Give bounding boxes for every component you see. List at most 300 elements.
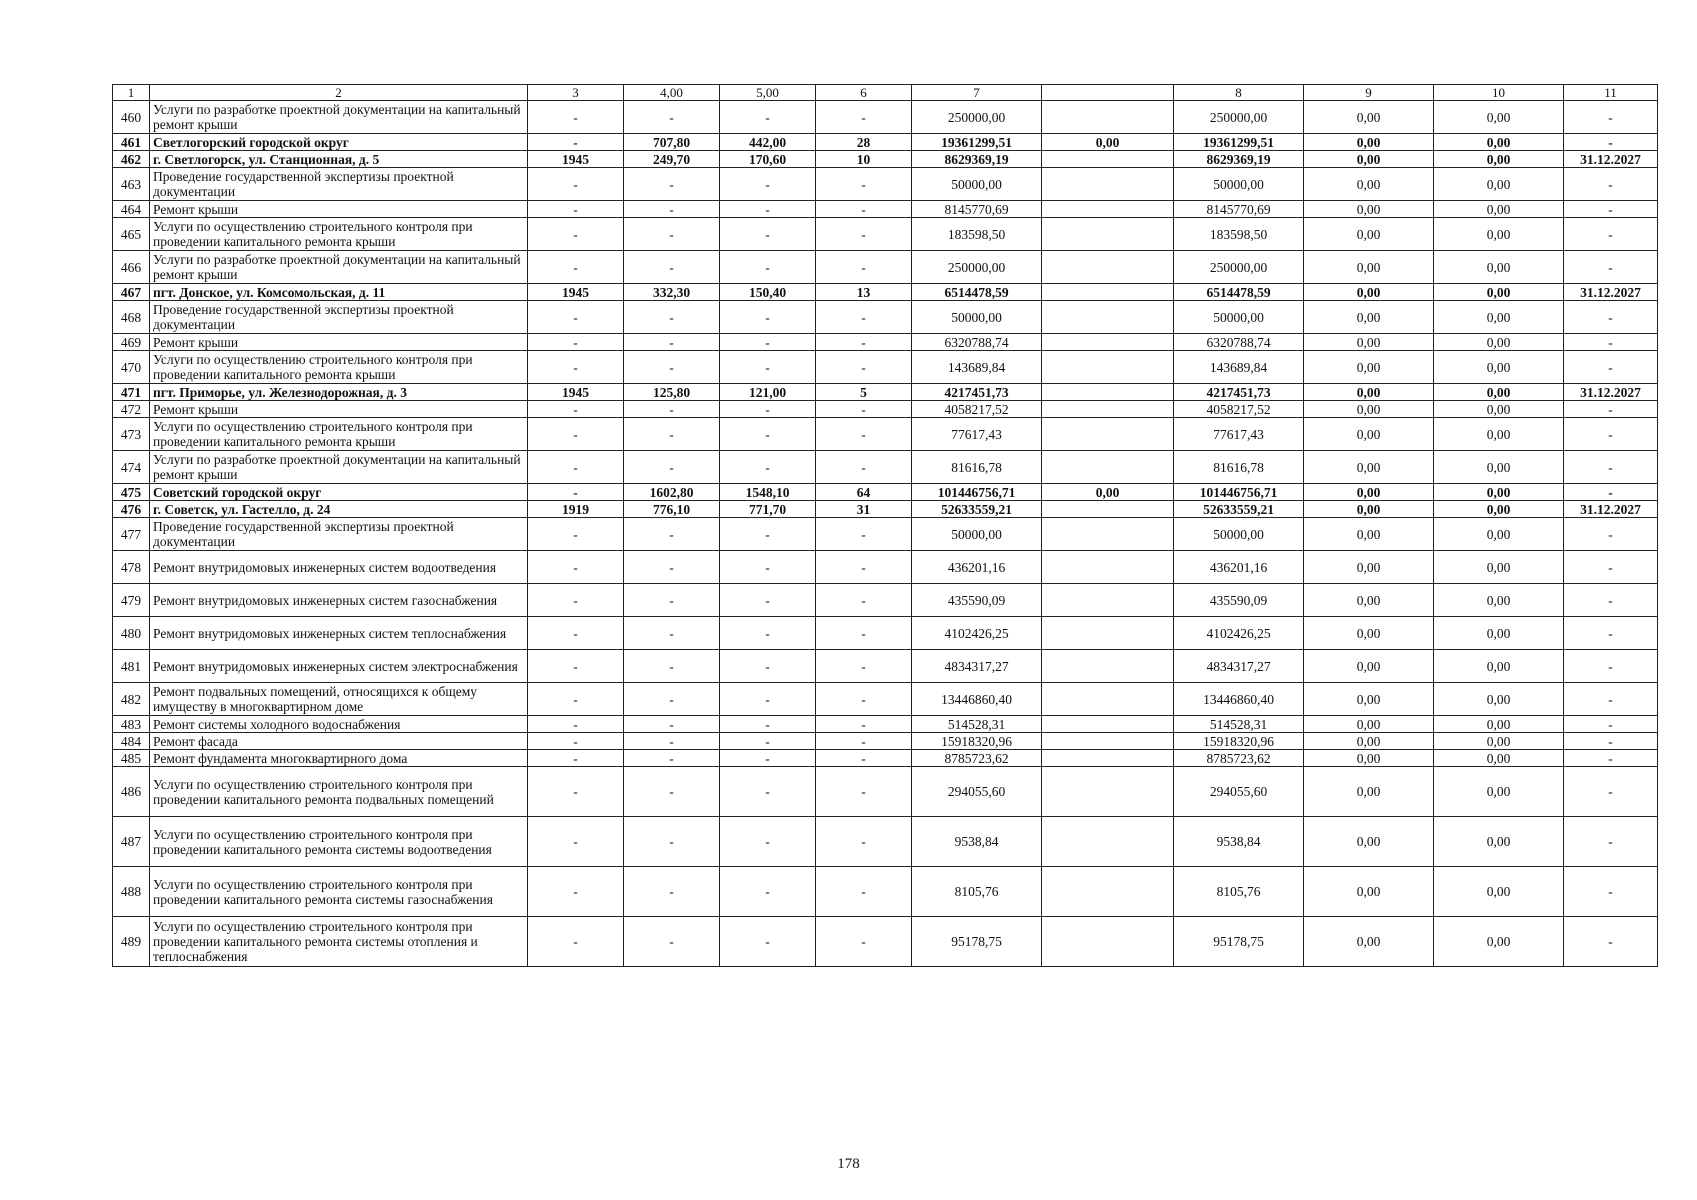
deadline-cell: - (1564, 584, 1658, 617)
row-description-cell: Услуги по разработке проектной документации на капитальный ремонт крыши (150, 101, 528, 134)
table-row (113, 518, 1658, 551)
row-number-cell: 467 (113, 284, 150, 301)
living-area-cell: - (720, 518, 816, 551)
residents-cell: - (816, 451, 912, 484)
fund-cost-cell (1042, 401, 1174, 418)
residents-cell: - (816, 767, 912, 817)
header-cell (1042, 85, 1174, 101)
total-cost-cell: 8629369,19 (912, 151, 1042, 168)
capital-repair-table (112, 84, 1658, 967)
living-area-cell: - (720, 201, 816, 218)
other-funds-cell: 0,00 (1434, 733, 1564, 750)
total-area-cell: 776,10 (624, 501, 720, 518)
fund-cost-cell (1042, 334, 1174, 351)
fund-cost-cell (1042, 584, 1174, 617)
living-area-cell: - (720, 716, 816, 733)
row-number-cell: 479 (113, 584, 150, 617)
row-description-cell: Ремонт внутридомовых инженерных систем водоотведения (150, 551, 528, 584)
row-description-cell: Услуги по осуществлению строительного контроля при проведении капитального ремонта системы отопления и теплоснабжения (150, 917, 528, 967)
living-area-cell: - (720, 767, 816, 817)
budget-funds-cell: 0,00 (1304, 584, 1434, 617)
row-description-cell: Ремонт крыши (150, 201, 528, 218)
residents-cell: - (816, 334, 912, 351)
total-cost-cell: 81616,78 (912, 451, 1042, 484)
row-description-cell: Ремонт фасада (150, 733, 528, 750)
row-description-cell: Услуги по осуществлению строительного контроля при проведении капитального ремонта системы газоснабжения (150, 867, 528, 917)
fund-cost-cell (1042, 650, 1174, 683)
other-funds-cell: 0,00 (1434, 418, 1564, 451)
living-area-cell: 771,70 (720, 501, 816, 518)
total-cost-cell: 50000,00 (912, 518, 1042, 551)
build-year-cell: - (528, 767, 624, 817)
build-year-cell: - (528, 168, 624, 201)
header-cell: 5,00 (720, 85, 816, 101)
other-funds-cell: 0,00 (1434, 817, 1564, 867)
total-area-cell: 332,30 (624, 284, 720, 301)
row-number-cell: 465 (113, 218, 150, 251)
residents-cell: - (816, 301, 912, 334)
row-description-cell: Советский городской округ (150, 484, 528, 501)
living-area-cell: - (720, 867, 816, 917)
table-row (113, 301, 1658, 334)
row-description-cell: Проведение государственной экспертизы проектной документации (150, 301, 528, 334)
fund-cost-cell (1042, 451, 1174, 484)
table-row (113, 917, 1658, 967)
living-area-cell: 150,40 (720, 284, 816, 301)
row-number-cell: 472 (113, 401, 150, 418)
other-funds-cell: 0,00 (1434, 551, 1564, 584)
build-year-cell: 1945 (528, 284, 624, 301)
fund-cost-cell (1042, 101, 1174, 134)
budget-funds-cell: 0,00 (1304, 301, 1434, 334)
budget-funds-cell: 0,00 (1304, 218, 1434, 251)
table-row (113, 767, 1658, 817)
deadline-cell: - (1564, 101, 1658, 134)
living-area-cell: - (720, 617, 816, 650)
total-cost-cell: 77617,43 (912, 418, 1042, 451)
living-area-cell: 1548,10 (720, 484, 816, 501)
other-funds-cell: 0,00 (1434, 251, 1564, 284)
table-row (113, 584, 1658, 617)
deadline-cell: - (1564, 351, 1658, 384)
table-row (113, 617, 1658, 650)
deadline-cell: 31.12.2027 (1564, 284, 1658, 301)
total-cost-cell: 294055,60 (912, 767, 1042, 817)
fund-cost-cell (1042, 917, 1174, 967)
other-funds-cell: 0,00 (1434, 683, 1564, 716)
total-area-cell: - (624, 617, 720, 650)
fund-cost-cell (1042, 733, 1174, 750)
row-number-cell: 463 (113, 168, 150, 201)
deadline-cell: - (1564, 917, 1658, 967)
deadline-cell: - (1564, 134, 1658, 151)
build-year-cell: - (528, 817, 624, 867)
total-cost-cell: 250000,00 (912, 251, 1042, 284)
build-year-cell: - (528, 551, 624, 584)
deadline-cell: - (1564, 401, 1658, 418)
header-cell: 11 (1564, 85, 1658, 101)
header-cell: 7 (912, 85, 1042, 101)
fund-cost-cell (1042, 284, 1174, 301)
total-cost-cell: 6514478,59 (912, 284, 1042, 301)
row-number-cell: 474 (113, 451, 150, 484)
budget-funds-cell: 0,00 (1304, 683, 1434, 716)
build-year-cell: - (528, 301, 624, 334)
total-area-cell: - (624, 401, 720, 418)
other-funds-cell: 0,00 (1434, 650, 1564, 683)
living-area-cell: - (720, 683, 816, 716)
row-number-cell: 460 (113, 101, 150, 134)
deadline-cell: - (1564, 418, 1658, 451)
owner-funds-cell: 50000,00 (1174, 518, 1304, 551)
row-number-cell: 475 (113, 484, 150, 501)
total-area-cell: - (624, 334, 720, 351)
build-year-cell: 1945 (528, 151, 624, 168)
build-year-cell: - (528, 418, 624, 451)
build-year-cell: - (528, 518, 624, 551)
owner-funds-cell: 4102426,25 (1174, 617, 1304, 650)
row-description-cell: Проведение государственной экспертизы проектной документации (150, 518, 528, 551)
build-year-cell: - (528, 251, 624, 284)
living-area-cell: - (720, 301, 816, 334)
total-area-cell: - (624, 551, 720, 584)
row-number-cell: 489 (113, 917, 150, 967)
budget-funds-cell: 0,00 (1304, 917, 1434, 967)
total-cost-cell: 514528,31 (912, 716, 1042, 733)
total-area-cell: - (624, 817, 720, 867)
header-cell: 8 (1174, 85, 1304, 101)
total-area-cell: 707,80 (624, 134, 720, 151)
fund-cost-cell (1042, 501, 1174, 518)
table-row (113, 351, 1658, 384)
table-row (113, 384, 1658, 401)
deadline-cell: - (1564, 518, 1658, 551)
total-cost-cell: 6320788,74 (912, 334, 1042, 351)
total-area-cell: - (624, 518, 720, 551)
residents-cell: 10 (816, 151, 912, 168)
living-area-cell: - (720, 750, 816, 767)
total-cost-cell: 4834317,27 (912, 650, 1042, 683)
fund-cost-cell (1042, 251, 1174, 284)
total-area-cell: - (624, 201, 720, 218)
fund-cost-cell (1042, 716, 1174, 733)
budget-funds-cell: 0,00 (1304, 451, 1434, 484)
build-year-cell: - (528, 484, 624, 501)
row-number-cell: 466 (113, 251, 150, 284)
row-description-cell: г. Советск, ул. Гастелло, д. 24 (150, 501, 528, 518)
table-row (113, 168, 1658, 201)
header-cell: 3 (528, 85, 624, 101)
total-area-cell: - (624, 917, 720, 967)
residents-cell: 13 (816, 284, 912, 301)
row-number-cell: 470 (113, 351, 150, 384)
deadline-cell: 31.12.2027 (1564, 501, 1658, 518)
deadline-cell: - (1564, 867, 1658, 917)
row-description-cell: Услуги по осуществлению строительного контроля при проведении капитального ремонта крыши (150, 418, 528, 451)
other-funds-cell: 0,00 (1434, 617, 1564, 650)
total-area-cell: - (624, 767, 720, 817)
build-year-cell: - (528, 401, 624, 418)
total-area-cell: - (624, 251, 720, 284)
residents-cell: - (816, 551, 912, 584)
row-description-cell: Услуги по осуществлению строительного контроля при проведении капитального ремонта системы водоотведения (150, 817, 528, 867)
row-number-cell: 461 (113, 134, 150, 151)
living-area-cell: - (720, 351, 816, 384)
table-row (113, 683, 1658, 716)
total-cost-cell: 15918320,96 (912, 733, 1042, 750)
row-number-cell: 482 (113, 683, 150, 716)
fund-cost-cell (1042, 683, 1174, 716)
deadline-cell: - (1564, 484, 1658, 501)
budget-funds-cell: 0,00 (1304, 251, 1434, 284)
table-row (113, 867, 1658, 917)
row-number-cell: 473 (113, 418, 150, 451)
build-year-cell: - (528, 917, 624, 967)
build-year-cell: - (528, 650, 624, 683)
build-year-cell: - (528, 101, 624, 134)
fund-cost-cell (1042, 551, 1174, 584)
other-funds-cell: 0,00 (1434, 101, 1564, 134)
owner-funds-cell: 50000,00 (1174, 168, 1304, 201)
build-year-cell: - (528, 584, 624, 617)
deadline-cell: - (1564, 683, 1658, 716)
living-area-cell: - (720, 733, 816, 750)
total-area-cell: - (624, 101, 720, 134)
deadline-cell: - (1564, 301, 1658, 334)
table-row (113, 501, 1658, 518)
row-number-cell: 488 (113, 867, 150, 917)
fund-cost-cell (1042, 418, 1174, 451)
table-row (113, 101, 1658, 134)
residents-cell: 31 (816, 501, 912, 518)
residents-cell: - (816, 351, 912, 384)
row-description-cell: Светлогорский городской округ (150, 134, 528, 151)
budget-funds-cell: 0,00 (1304, 716, 1434, 733)
total-area-cell: - (624, 750, 720, 767)
table-row (113, 817, 1658, 867)
budget-funds-cell: 0,00 (1304, 767, 1434, 817)
living-area-cell: - (720, 418, 816, 451)
budget-funds-cell: 0,00 (1304, 151, 1434, 168)
living-area-cell: - (720, 451, 816, 484)
owner-funds-cell: 8629369,19 (1174, 151, 1304, 168)
owner-funds-cell: 250000,00 (1174, 251, 1304, 284)
owner-funds-cell: 6320788,74 (1174, 334, 1304, 351)
residents-cell: - (816, 168, 912, 201)
budget-funds-cell: 0,00 (1304, 284, 1434, 301)
build-year-cell: - (528, 451, 624, 484)
row-number-cell: 484 (113, 733, 150, 750)
owner-funds-cell: 95178,75 (1174, 917, 1304, 967)
row-description-cell: Услуги по осуществлению строительного контроля при проведении капитального ремонта крыши (150, 351, 528, 384)
budget-funds-cell: 0,00 (1304, 101, 1434, 134)
deadline-cell: - (1564, 168, 1658, 201)
residents-cell: - (816, 518, 912, 551)
deadline-cell: - (1564, 716, 1658, 733)
owner-funds-cell: 143689,84 (1174, 351, 1304, 384)
table-row (113, 733, 1658, 750)
other-funds-cell: 0,00 (1434, 917, 1564, 967)
total-area-cell: 1602,80 (624, 484, 720, 501)
header-cell: 4,00 (624, 85, 720, 101)
row-number-cell: 483 (113, 716, 150, 733)
fund-cost-cell (1042, 518, 1174, 551)
build-year-cell: - (528, 733, 624, 750)
living-area-cell: - (720, 168, 816, 201)
owner-funds-cell: 13446860,40 (1174, 683, 1304, 716)
total-cost-cell: 101446756,71 (912, 484, 1042, 501)
owner-funds-cell: 4058217,52 (1174, 401, 1304, 418)
budget-funds-cell: 0,00 (1304, 484, 1434, 501)
budget-funds-cell: 0,00 (1304, 617, 1434, 650)
build-year-cell: - (528, 683, 624, 716)
residents-cell: - (816, 251, 912, 284)
row-description-cell: Ремонт системы холодного водоснабжения (150, 716, 528, 733)
budget-funds-cell: 0,00 (1304, 551, 1434, 584)
budget-funds-cell: 0,00 (1304, 401, 1434, 418)
other-funds-cell: 0,00 (1434, 584, 1564, 617)
deadline-cell: - (1564, 767, 1658, 817)
budget-funds-cell: 0,00 (1304, 733, 1434, 750)
row-number-cell: 462 (113, 151, 150, 168)
deadline-cell: - (1564, 617, 1658, 650)
living-area-cell: - (720, 401, 816, 418)
build-year-cell: - (528, 716, 624, 733)
owner-funds-cell: 250000,00 (1174, 101, 1304, 134)
row-number-cell: 471 (113, 384, 150, 401)
living-area-cell: 442,00 (720, 134, 816, 151)
row-description-cell: Услуги по разработке проектной документации на капитальный ремонт крыши (150, 451, 528, 484)
fund-cost-cell (1042, 301, 1174, 334)
table-row (113, 201, 1658, 218)
total-area-cell: - (624, 867, 720, 917)
total-cost-cell: 50000,00 (912, 168, 1042, 201)
owner-funds-cell: 15918320,96 (1174, 733, 1304, 750)
owner-funds-cell: 435590,09 (1174, 584, 1304, 617)
other-funds-cell: 0,00 (1434, 384, 1564, 401)
budget-funds-cell: 0,00 (1304, 650, 1434, 683)
owner-funds-cell: 8145770,69 (1174, 201, 1304, 218)
table-row (113, 134, 1658, 151)
owner-funds-cell: 4217451,73 (1174, 384, 1304, 401)
row-number-cell: 469 (113, 334, 150, 351)
total-cost-cell: 435590,09 (912, 584, 1042, 617)
fund-cost-cell (1042, 617, 1174, 650)
owner-funds-cell: 50000,00 (1174, 301, 1304, 334)
total-area-cell: 125,80 (624, 384, 720, 401)
row-number-cell: 481 (113, 650, 150, 683)
living-area-cell: - (720, 101, 816, 134)
total-area-cell: 249,70 (624, 151, 720, 168)
owner-funds-cell: 19361299,51 (1174, 134, 1304, 151)
table-row (113, 284, 1658, 301)
deadline-cell: - (1564, 750, 1658, 767)
fund-cost-cell (1042, 384, 1174, 401)
budget-funds-cell: 0,00 (1304, 750, 1434, 767)
residents-cell: 5 (816, 384, 912, 401)
build-year-cell: 1945 (528, 384, 624, 401)
table-row (113, 716, 1658, 733)
owner-funds-cell: 4834317,27 (1174, 650, 1304, 683)
budget-funds-cell: 0,00 (1304, 384, 1434, 401)
deadline-cell: 31.12.2027 (1564, 384, 1658, 401)
owner-funds-cell: 52633559,21 (1174, 501, 1304, 518)
residents-cell: - (816, 201, 912, 218)
total-area-cell: - (624, 418, 720, 451)
total-cost-cell: 4217451,73 (912, 384, 1042, 401)
row-description-cell: г. Светлогорск, ул. Станционная, д. 5 (150, 151, 528, 168)
build-year-cell: - (528, 201, 624, 218)
other-funds-cell: 0,00 (1434, 334, 1564, 351)
other-funds-cell: 0,00 (1434, 518, 1564, 551)
deadline-cell: - (1564, 817, 1658, 867)
residents-cell: - (816, 817, 912, 867)
fund-cost-cell (1042, 867, 1174, 917)
total-cost-cell: 50000,00 (912, 301, 1042, 334)
row-description-cell: Ремонт фундамента многоквартирного дома (150, 750, 528, 767)
total-area-cell: - (624, 451, 720, 484)
row-description-cell: пгт. Донское, ул. Комсомольская, д. 11 (150, 284, 528, 301)
fund-cost-cell (1042, 750, 1174, 767)
fund-cost-cell: 0,00 (1042, 484, 1174, 501)
residents-cell: - (816, 650, 912, 683)
budget-funds-cell: 0,00 (1304, 334, 1434, 351)
header-cell: 6 (816, 85, 912, 101)
other-funds-cell: 0,00 (1434, 716, 1564, 733)
row-description-cell: Ремонт крыши (150, 401, 528, 418)
table-row (113, 418, 1658, 451)
build-year-cell: - (528, 750, 624, 767)
deadline-cell: - (1564, 201, 1658, 218)
header-cell: 9 (1304, 85, 1434, 101)
total-cost-cell: 9538,84 (912, 817, 1042, 867)
total-cost-cell: 4102426,25 (912, 617, 1042, 650)
budget-funds-cell: 0,00 (1304, 418, 1434, 451)
residents-cell: - (816, 101, 912, 134)
table-row (113, 151, 1658, 168)
residents-cell: 64 (816, 484, 912, 501)
fund-cost-cell (1042, 168, 1174, 201)
row-number-cell: 476 (113, 501, 150, 518)
build-year-cell: - (528, 617, 624, 650)
build-year-cell: - (528, 351, 624, 384)
budget-funds-cell: 0,00 (1304, 201, 1434, 218)
row-number-cell: 480 (113, 617, 150, 650)
other-funds-cell: 0,00 (1434, 168, 1564, 201)
total-cost-cell: 52633559,21 (912, 501, 1042, 518)
owner-funds-cell: 77617,43 (1174, 418, 1304, 451)
residents-cell: - (816, 401, 912, 418)
deadline-cell: - (1564, 733, 1658, 750)
row-description-cell: Услуги по осуществлению строительного контроля при проведении капитального ремонта крыши (150, 218, 528, 251)
owner-funds-cell: 9538,84 (1174, 817, 1304, 867)
residents-cell: - (816, 617, 912, 650)
budget-funds-cell: 0,00 (1304, 867, 1434, 917)
other-funds-cell: 0,00 (1434, 151, 1564, 168)
fund-cost-cell (1042, 351, 1174, 384)
owner-funds-cell: 514528,31 (1174, 716, 1304, 733)
row-description-cell: Проведение государственной экспертизы проектной документации (150, 168, 528, 201)
total-area-cell: - (624, 351, 720, 384)
living-area-cell: - (720, 817, 816, 867)
other-funds-cell: 0,00 (1434, 401, 1564, 418)
other-funds-cell: 0,00 (1434, 201, 1564, 218)
fund-cost-cell: 0,00 (1042, 134, 1174, 151)
deadline-cell: - (1564, 334, 1658, 351)
fund-cost-cell (1042, 201, 1174, 218)
table-row (113, 650, 1658, 683)
total-cost-cell: 250000,00 (912, 101, 1042, 134)
